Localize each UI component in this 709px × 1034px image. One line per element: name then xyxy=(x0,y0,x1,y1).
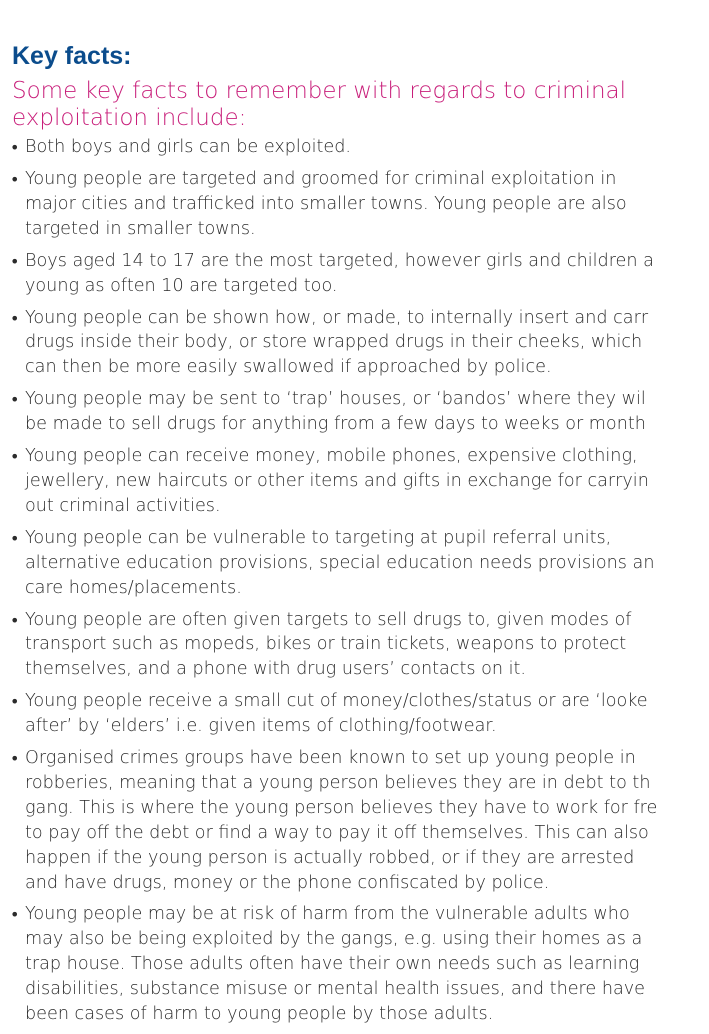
fact-line: been cases of harm to young people by those adults. xyxy=(25,1004,494,1025)
fact-text xyxy=(25,167,709,242)
fact-line: major cities and trafficked into smaller towns. Young people are also xyxy=(25,193,627,214)
bullet-icon: • xyxy=(10,749,20,769)
fact-item xyxy=(10,526,709,601)
fact-line: Young people are often given targets to sell drugs to, given modes of xyxy=(25,609,632,630)
fact-line: after’ by ‘elders’ i.e. given items of clothing/footwear. xyxy=(25,716,497,737)
fact-text xyxy=(25,746,709,895)
bullet-icon: • xyxy=(10,251,20,271)
bullet-icon: • xyxy=(10,447,20,467)
fact-line: and have drugs, money or the phone confiscated by police. xyxy=(25,872,550,893)
fact-line: happen if the young person is actually robbed, or if they are arrested xyxy=(25,847,635,868)
fact-line: transport such as mopeds, bikes or train tickets, weapons to protect xyxy=(25,634,627,655)
bullet-icon: • xyxy=(10,138,20,157)
fact-text xyxy=(25,387,709,437)
fact-item xyxy=(10,902,709,1027)
fact-line: robberies, meaning that a young person believes they are in debt to th xyxy=(25,772,651,793)
fact-line: gang. This is where the young person believes they have to work for fre xyxy=(25,797,658,818)
bullet-icon: • xyxy=(10,390,20,410)
fact-line: themselves, and a phone with drug users’ contacts on it. xyxy=(25,659,527,680)
fact-line: may also be being exploited by the gangs, e.g. using their homes as a xyxy=(25,929,643,950)
bullet-icon: • xyxy=(10,692,20,712)
fact-line: Young people may be sent to ‘trap’ houses, or ‘bandos’ where they wil xyxy=(25,389,646,410)
fact-text xyxy=(25,526,709,601)
fact-text xyxy=(25,902,709,1027)
fact-text xyxy=(25,444,709,519)
fact-item xyxy=(10,608,709,683)
intro-line: exploitation include: xyxy=(12,105,247,131)
fact-text xyxy=(25,135,709,160)
intro-text xyxy=(12,78,702,132)
fact-line: alternative education provisions, special education needs provisions an xyxy=(25,552,655,573)
fact-line: young as often 10 are targeted too. xyxy=(25,275,338,296)
fact-line: jewellery, new haircuts or other items and gifts in exchange for carryin xyxy=(25,470,649,491)
fact-item xyxy=(10,444,709,519)
fact-line: Young people are targeted and groomed for criminal exploitation in xyxy=(25,169,617,189)
fact-line: Both boys and girls can be exploited. xyxy=(25,137,351,157)
fact-line: Young people receive a small cut of money/clothes/status or are ‘looke xyxy=(25,691,648,712)
fact-item xyxy=(10,306,709,381)
fact-text xyxy=(25,608,709,683)
bullet-icon: • xyxy=(10,170,20,189)
fact-item xyxy=(10,689,709,739)
intro-line: Some key facts to remember with regards to criminal xyxy=(12,78,627,104)
fact-line: Young people can be vulnerable to targeting at pupil referral units, xyxy=(25,527,612,548)
fact-line: to pay off the debt or find a way to pay it off themselves. This can also xyxy=(25,822,649,843)
fact-line: trap house. Those adults often have their own needs such as learning xyxy=(25,954,640,975)
fact-line: disabilities, substance misuse or mental health issues, and there have xyxy=(25,979,645,1000)
fact-line: Young people can receive money, mobile phones, expensive clothing, xyxy=(25,446,638,467)
key-facts-list xyxy=(10,135,709,1034)
fact-item xyxy=(10,249,709,299)
page-heading: Key facts: xyxy=(12,42,132,70)
fact-line: drugs inside their body, or store wrapped drugs in their cheeks, which xyxy=(25,332,643,353)
fact-line: care homes/placements. xyxy=(25,577,242,598)
fact-line: Young people may be at risk of harm from the vulnerable adults who xyxy=(25,904,630,925)
bullet-icon: • xyxy=(10,610,20,630)
fact-line: can then be more easily swallowed if approached by police. xyxy=(25,357,552,378)
fact-line: targeted in smaller towns. xyxy=(25,218,256,239)
bullet-icon: • xyxy=(10,528,20,548)
fact-line: Young people can be shown how, or made, to internally insert and carr xyxy=(25,307,649,328)
fact-line: be made to sell drugs for anything from a few days to weeks or month xyxy=(25,414,646,435)
fact-line: out criminal activities. xyxy=(25,495,221,516)
fact-text xyxy=(25,689,709,739)
fact-item xyxy=(10,387,709,437)
fact-text xyxy=(25,306,709,381)
fact-text xyxy=(25,249,709,299)
fact-item xyxy=(10,167,709,242)
bullet-icon: • xyxy=(10,905,20,925)
bullet-icon: • xyxy=(10,308,20,328)
fact-line: Organised crimes groups have been known to set up young people in xyxy=(25,748,636,769)
fact-item xyxy=(10,135,709,160)
fact-line: Boys aged 14 to 17 are the most targeted, however girls and children a xyxy=(25,250,654,271)
fact-item xyxy=(10,746,709,895)
